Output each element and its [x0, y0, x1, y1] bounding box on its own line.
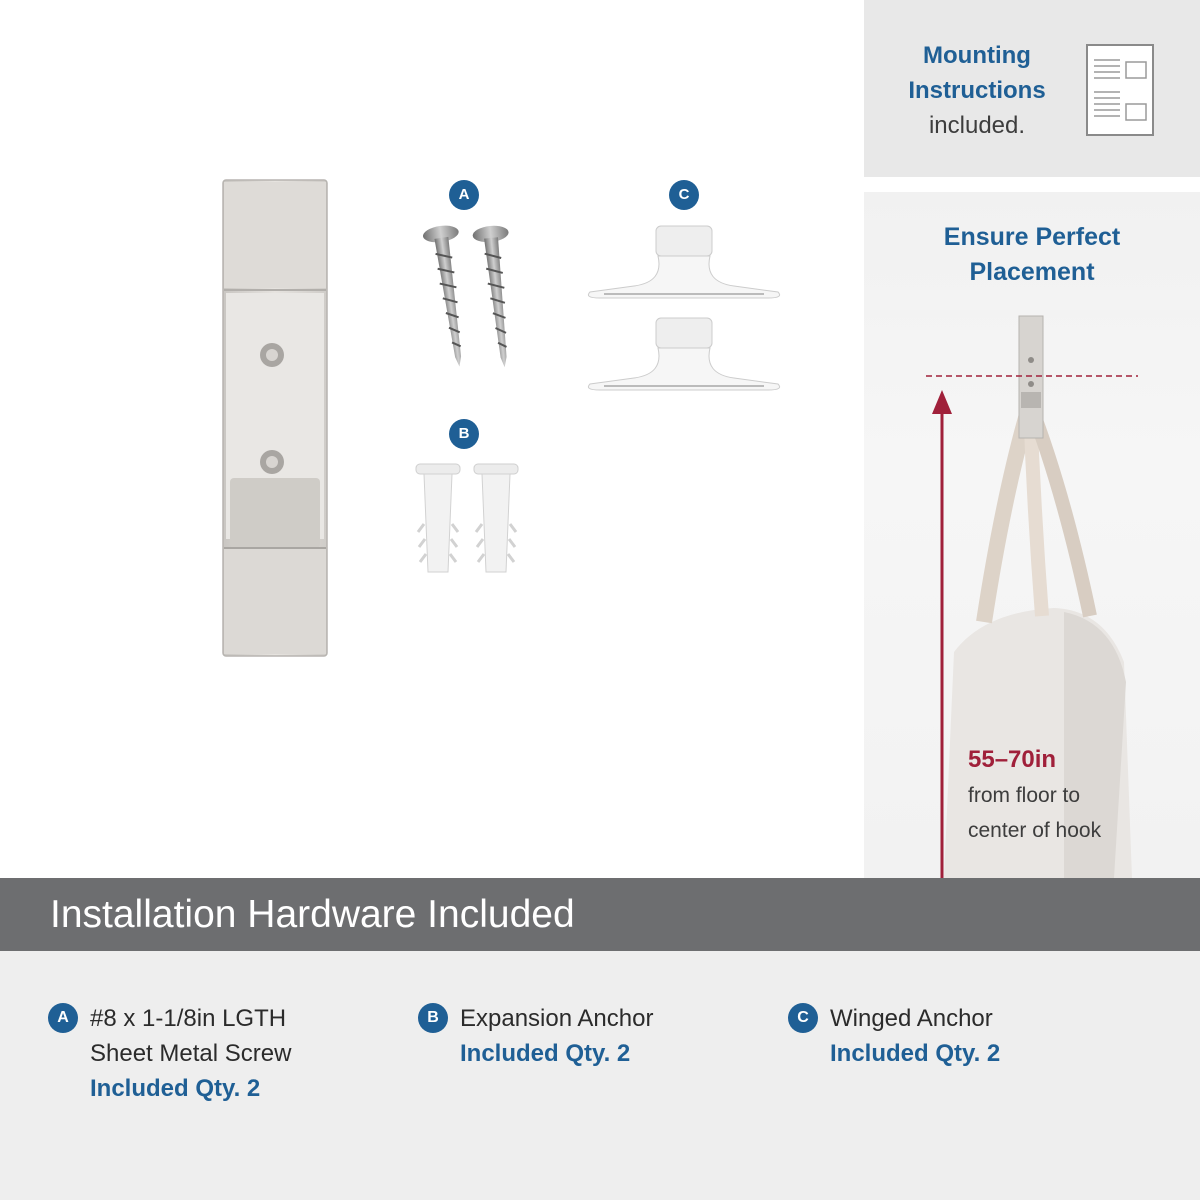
diagram-label-a: A — [449, 180, 479, 210]
winged-anchor-pair — [588, 226, 779, 390]
diagram-label-b: B — [449, 419, 479, 449]
hardware-name-line2: Sheet Metal Screw — [90, 1040, 292, 1067]
hook-bracket — [223, 180, 327, 656]
hardware-qty: Included Qty. 2 — [830, 1040, 1001, 1067]
height-desc-line2: center of hook — [968, 819, 1102, 842]
hardware-name-line1: #8 x 1-1/8in LGTH — [90, 1005, 287, 1032]
mounting-instructions-text — [902, 38, 1052, 143]
placement-panel — [864, 192, 1200, 878]
document-icon — [1086, 44, 1154, 136]
hardware-banner — [0, 878, 1200, 951]
hardware-qty: Included Qty. 2 — [90, 1075, 261, 1102]
banner-title: Installation Hardware Included — [50, 893, 575, 936]
hardware-list — [0, 951, 1200, 1200]
placement-title-line1: Ensure Perfect — [943, 223, 1121, 251]
placement-title-line2: Placement — [969, 258, 1095, 286]
screw-a-pair — [422, 224, 523, 370]
arrow-head — [932, 390, 952, 414]
hardware-text-a — [90, 1001, 390, 1106]
mounting-instructions-panel — [864, 0, 1200, 177]
hardware-badge-c: C — [788, 1003, 818, 1033]
hardware-badge-a: A — [48, 1003, 78, 1033]
hardware-badge-b: B — [418, 1003, 448, 1033]
expansion-anchor-pair — [416, 464, 518, 572]
hardware-text-c — [830, 1001, 1130, 1071]
hardware-name-line1: Expansion Anchor — [460, 1005, 654, 1032]
height-description — [968, 778, 1168, 848]
mounting-title-line1: Mounting — [923, 42, 1031, 69]
mounting-subtitle: included. — [928, 112, 1026, 139]
height-range: 55–70in — [968, 746, 1057, 773]
mounting-title-line2: Instructions — [908, 77, 1046, 104]
hardware-qty: Included Qty. 2 — [460, 1040, 631, 1067]
height-desc-line1: from floor to — [968, 784, 1081, 807]
diagram-label-c: C — [669, 180, 699, 210]
hardware-text-b — [460, 1001, 760, 1071]
hardware-name-line1: Winged Anchor — [830, 1005, 993, 1032]
